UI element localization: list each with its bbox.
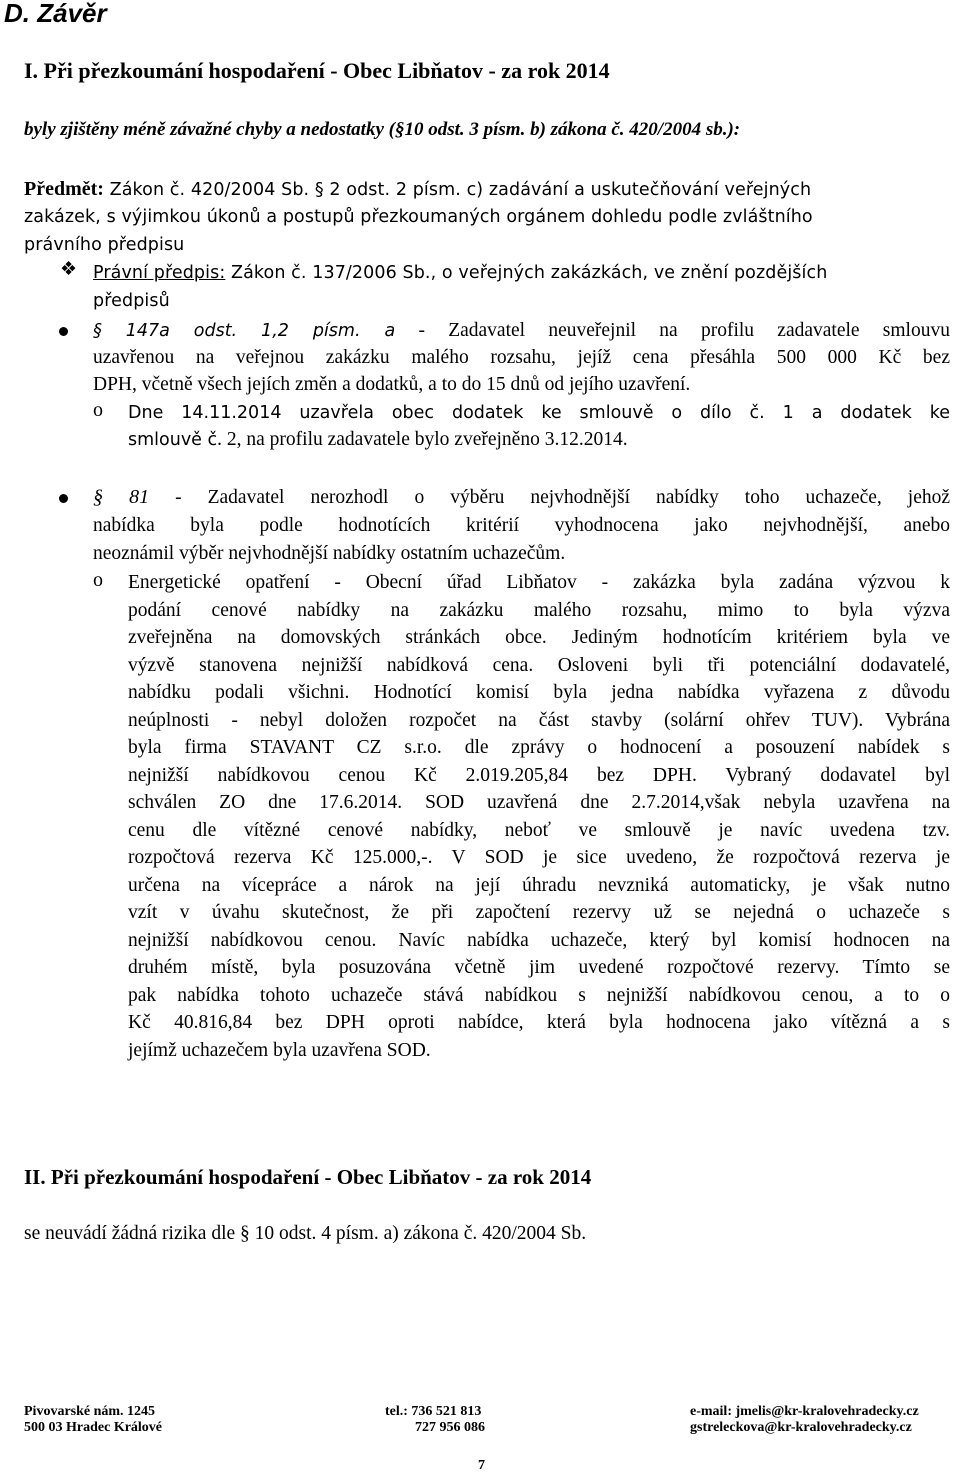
legal-text-b: , o veřejných zakázkách, ve znění pozdějších xyxy=(430,263,828,283)
footer-email-2: gstreleckova@kr-kralovehradecky.cz xyxy=(690,1420,912,1435)
page-number: 7 xyxy=(478,1458,485,1473)
item1-line-1-text: - Zadavatel neuveřejnil na profilu zadavatele smlouvu xyxy=(395,320,950,341)
subject-line-2: zakázek, s výjimkou úkonů a postupů přezkoumaných orgánem dohledu podle zvláštního xyxy=(24,207,813,227)
legal-text-a: Zákon č. 137/2006 Sb. xyxy=(225,263,431,283)
item2-sub-line: nejnižší nabídkovou cenou Kč 2.019.205,84 bez DPH. Vybraný dodavatel byl xyxy=(128,764,950,786)
item2-sub-line: zveřejněna na domovských stránkách obce. Jediným hodnotícím kritériem byla ve xyxy=(128,627,950,648)
item2-sub-line: neúplnosti - nebyl doložen rozpočet na část stavby (solární ohřev TUV). Vybrána xyxy=(128,709,950,731)
item2-line-1-text: - Zadavatel nerozhodl o výběru nejvhodnější nabídky toho uchazeče, jehož xyxy=(149,487,951,508)
circle-bullet-icon: o xyxy=(93,569,103,591)
circle-bullet-icon: o xyxy=(93,399,103,421)
item1-sub-line-2a: smlouvě č xyxy=(128,430,218,450)
bullet-icon xyxy=(59,327,68,336)
footer-tel-2: 727 956 086 xyxy=(415,1420,485,1435)
legal-label: Právní předpis: xyxy=(93,263,226,283)
item1-line-2: uzavřenou na veřejnou zakázku malého rozsahu, jejíž cena přesáhla 500 000 Kč bez xyxy=(93,347,950,368)
part1-heading: I. Při přezkoumání hospodaření - Obec Libňatov - za rok 2014 xyxy=(24,58,610,83)
item2-line-3: neoznámil výběr nejvhodnější nabídky ostatním uchazečům. xyxy=(93,543,566,564)
item2-sub-line: určena na vícepráce a nárok na její úhradu nevzniká automaticky, je však nutno xyxy=(128,874,950,896)
subject-line-3: právního předpisu xyxy=(24,235,185,255)
item2-sub-line: podání cenové nabídky na zakázku malého rozsahu, mimo to byla výzva xyxy=(128,599,950,621)
item2-sub-line: Kč 40.816,84 bez DPH oproti nabídce, která byla hodnocena jako vítězná a s xyxy=(128,1012,950,1033)
item2-sub-line: byla firma STAVANT CZ s.r.o. dle zprávy o hodnocení a posouzení nabídek s xyxy=(128,737,950,758)
item2-sub-line: výzvě stanovena nejnižší nabídková cena. Osloveni byli tři potenciální dodavatelé, xyxy=(128,654,950,676)
legal-line-2: předpisů xyxy=(93,291,170,311)
item1-line-3: DPH, včetně všech jejích změn a dodatků, a to do 15 dnů od jejího uzavření. xyxy=(93,374,691,395)
part2-heading: II. Při přezkoumání hospodaření - Obec Libňatov - za rok 2014 xyxy=(24,1165,592,1189)
footer-tel-1: tel.: 736 521 813 xyxy=(385,1404,482,1419)
item1-sub-line-1: Dne 14.11.2014 uzavřela obec dodatek ke smlouvě o dílo č. 1 a dodatek ke xyxy=(128,403,950,423)
legal-line-1 xyxy=(93,261,827,285)
item2-sub-line: druhém místě, byla posuzována včetně jim uvedené rozpočtové rezervy. Tímto se xyxy=(128,957,950,978)
section-title: D. Závěr xyxy=(4,0,107,28)
item2-sub-line: nejnižší nabídkovou cenou. Navíc nabídka uchazeče, který byl komisí hodnocen na xyxy=(128,929,950,951)
subject-label: Předmět: xyxy=(24,178,104,200)
item2-sub-line: nabídku podali všichni. Hodnotící komisí byla jedna nabídka vyřazena z důvodu xyxy=(128,682,950,703)
item2-ref: § 81 xyxy=(93,486,150,508)
footer-address-2: 500 03 Hradec Králové xyxy=(24,1420,163,1435)
item2-sub-line: Energetické opatření - Obecní úřad Libňatov - zakázka byla zadána výzvou k xyxy=(128,572,950,593)
item2-sub-line: vzít v úvahu skutečnost, že při započtení rezervy už se nejedná o uchazeče s xyxy=(128,902,950,923)
footer-email-1: e-mail: jmelis@kr-kralovehradecky.cz xyxy=(690,1404,919,1419)
diamond-bullet-icon: ❖ xyxy=(60,259,78,280)
part2-text: se neuvádí žádná rizika dle § 10 odst. 4 písm. a) zákona č. 420/2004 Sb. xyxy=(24,1223,587,1244)
item2-sub-line: schválen ZO dne 17.6.2014. SOD uzavřená dne 2.7.2014,však nebyla uzavřena na xyxy=(128,792,950,813)
item1-sub-line-2b: . 2, na profilu zadavatele bylo zveřejněno 3.12.2014. xyxy=(217,429,628,450)
item2-sub-line: jejímž uchazečem byla uzavřena SOD. xyxy=(128,1039,431,1061)
item2-sub-line: cenu dle vítězné cenové nabídky, neboť ve smlouvě je navíc uvedena tzv. xyxy=(128,819,950,841)
bullet-icon xyxy=(59,494,68,503)
subject-text-1: Zákon č. 420/2004 Sb. § 2 odst. 2 písm. c) zadávání a uskutečňování veřejných xyxy=(103,180,812,200)
item2-line-1 xyxy=(93,484,950,511)
item2-line-2: nabídka byla podle hodnotících kritérií vyhodnocena jako nejvhodnější, anebo xyxy=(93,515,950,536)
part1-subheading: byly zjištěny méně závažné chyby a nedostatky (§10 odst. 3 písm. b) zákona č. 420/2004 sb.): xyxy=(24,119,741,140)
subject-line-1 xyxy=(24,177,811,202)
item2-sub-line: rozpočtová rezerva Kč 125.000,-. V SOD je sice uvedeno, že rozpočtová rezerva je xyxy=(128,847,950,868)
item2-sub-line: pak nabídka tohoto uchazeče stává nabídkou s nejnižší nabídkovou cenou, a to o xyxy=(128,984,950,1006)
item1-sub-line-2 xyxy=(128,428,628,452)
item1-ref: § 147a odst. 1,2 písm. a xyxy=(93,321,396,341)
item1-line-1 xyxy=(93,318,950,344)
footer-address-1: Pivovarské nám. 1245 xyxy=(24,1404,156,1419)
